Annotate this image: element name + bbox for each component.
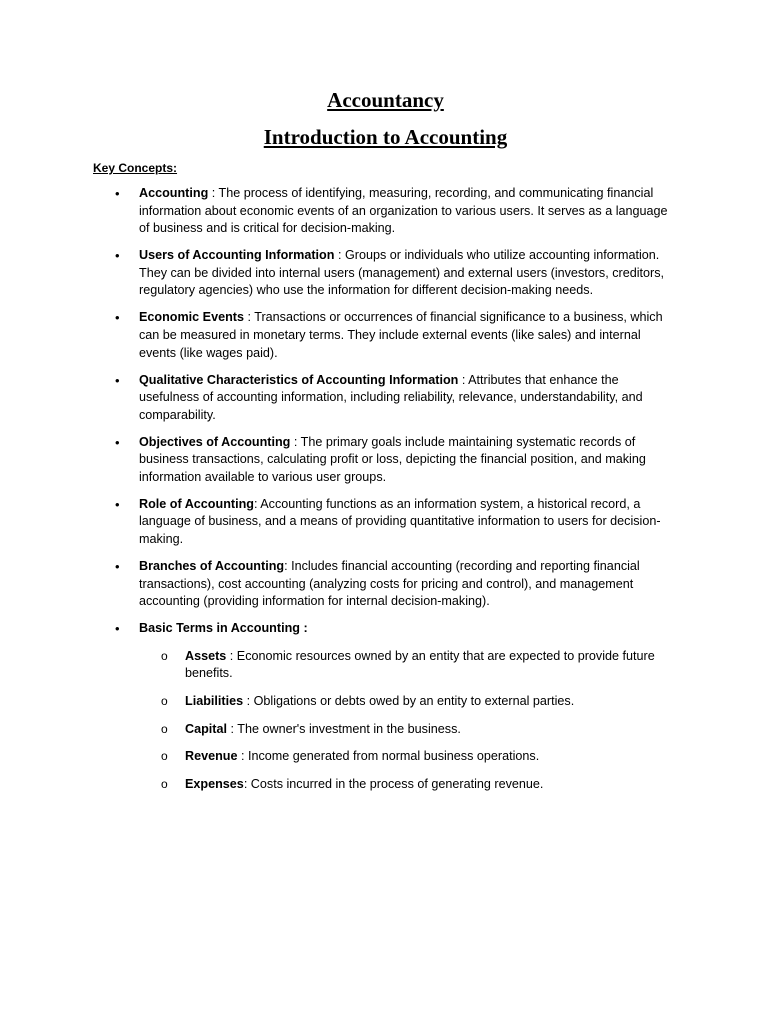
item-term: Objectives of Accounting	[139, 434, 291, 449]
bullet-icon: •	[115, 372, 120, 388]
list-item	[93, 185, 678, 238]
circle-bullet-icon: o	[161, 721, 168, 736]
list-item	[93, 496, 678, 549]
sub-list-item	[139, 721, 678, 739]
bullet-icon: •	[115, 310, 120, 326]
list-item	[93, 620, 678, 793]
item-term: Capital	[185, 721, 227, 736]
document-subtitle: Introduction to Accounting	[263, 125, 508, 149]
item-term: Branches of Accounting	[139, 559, 285, 574]
sub-list-item	[139, 776, 678, 794]
list-item	[93, 247, 678, 300]
list-item	[93, 434, 678, 487]
sub-list-item	[139, 648, 678, 683]
key-concepts-heading: Key Concepts:	[93, 161, 178, 175]
list-item	[93, 309, 678, 362]
item-text: : The process of identifying, measuring, recording, and communicating financial information about economic events of an organization to various users. It serves as a language of business and is critical for decision-making.	[139, 186, 668, 236]
item-term: Liabilities	[185, 693, 244, 708]
item-term: Economic Events	[139, 310, 244, 325]
bullet-icon: •	[115, 248, 120, 264]
circle-bullet-icon: o	[161, 693, 168, 708]
item-term: Role of Accounting	[139, 496, 254, 511]
item-text: : The owner's investment in the business.	[227, 721, 461, 736]
circle-bullet-icon: o	[161, 749, 168, 764]
item-text: : Groups or individuals who utilize accounting information. They can be divided into internal users (management) and external users (investors, creditors, regulatory agencies) who use the information for different decision-making needs.	[139, 248, 664, 298]
circle-bullet-icon: o	[161, 776, 168, 791]
key-concepts-list	[93, 185, 678, 793]
item-text: : Income generated from normal business operations.	[237, 749, 540, 764]
basic-terms-list	[139, 648, 678, 794]
item-text: : Obligations or debts owed by an entity to external parties.	[243, 693, 575, 708]
list-item	[93, 372, 678, 425]
item-text: : Accounting functions as an information system, a historical record, a language of business, and a means of providing quantitative information to users for decision-making.	[139, 496, 661, 547]
item-term: Basic Terms in Accounting :	[139, 621, 308, 636]
sub-list-item	[139, 693, 678, 711]
item-term: Users of Accounting Information	[139, 248, 335, 263]
circle-bullet-icon: o	[161, 648, 168, 663]
item-term: Expenses	[185, 776, 244, 791]
item-text: : Costs incurred in the process of generating revenue.	[243, 776, 544, 791]
bullet-icon: •	[115, 434, 120, 450]
bullet-icon: •	[115, 496, 120, 512]
list-item	[93, 558, 678, 611]
bullet-icon: •	[115, 559, 120, 575]
bullet-icon: •	[115, 621, 120, 637]
item-term: Assets	[185, 648, 227, 663]
document-title: Accountancy	[327, 88, 444, 112]
item-text: : The primary goals include maintaining systematic records of business transactions, calculating profit or loss, depicting the financial position, and making information available to various user groups.	[139, 434, 646, 484]
item-term: Revenue	[185, 749, 238, 764]
item-text: : Transactions or occurrences of financial significance to a business, which can be measured in monetary terms. They include external events (like sales) and internal events (like wages paid).	[139, 310, 663, 360]
item-text: : Economic resources owned by an entity that are expected to provide future benefits.	[185, 648, 655, 681]
item-term: Accounting	[139, 186, 209, 200]
item-text: : Includes financial accounting (recording and reporting financial transactions), cost accounting (analyzing costs for pricing and control), and management accounting (providing information for internal decision-making).	[139, 559, 640, 609]
sub-list-item	[139, 748, 678, 766]
item-term: Qualitative Characteristics of Accounting Information	[139, 372, 459, 387]
item-text: : Attributes that enhance the usefulness of accounting information, including reliability, relevance, understandability, and comparability.	[139, 372, 643, 422]
bullet-icon: •	[115, 186, 120, 201]
